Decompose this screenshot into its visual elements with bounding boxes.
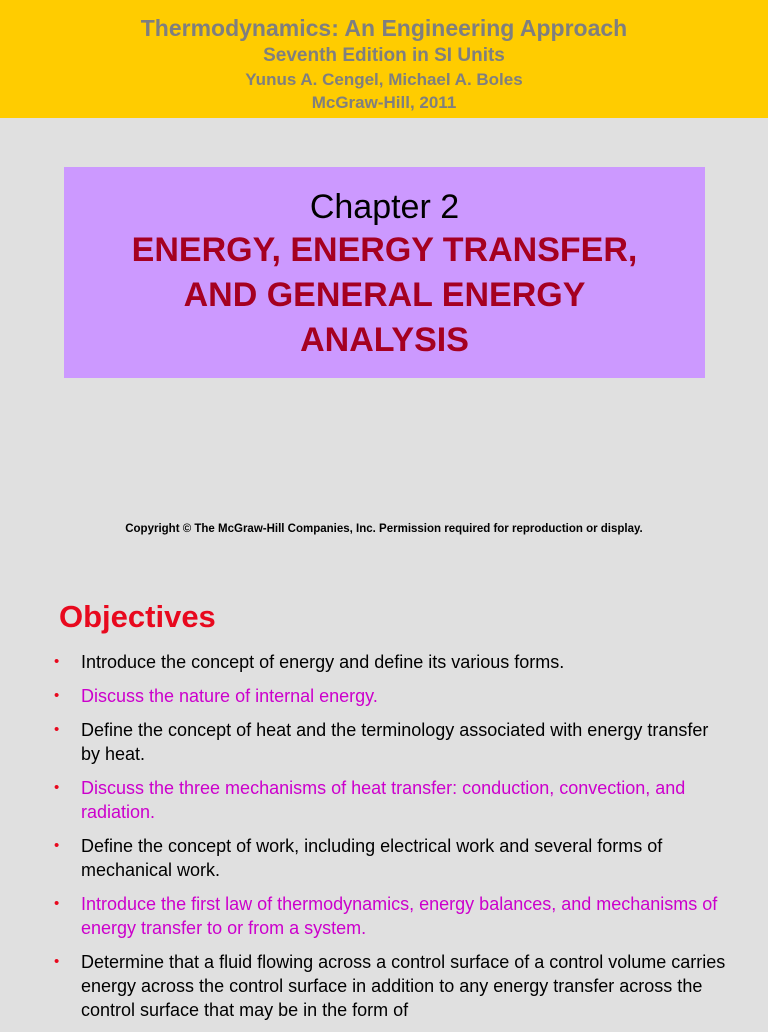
bullet-icon: • xyxy=(54,687,60,704)
bullet-icon: • xyxy=(54,721,60,738)
objectives-list xyxy=(50,650,730,1032)
chapter-title-line-3: ANALYSIS xyxy=(300,321,469,359)
objectives-heading: Objectives xyxy=(59,599,216,634)
objective-item xyxy=(50,892,730,940)
chapter-title xyxy=(64,228,705,363)
objective-item xyxy=(50,834,730,882)
bullet-icon: • xyxy=(54,779,60,796)
objective-item xyxy=(50,684,730,708)
book-authors: Yunus A. Cengel, Michael A. Boles xyxy=(245,70,523,89)
objective-text: Define the concept of work, including electrical work and several forms of mechanical work. xyxy=(81,836,663,880)
bullet-icon: • xyxy=(54,953,60,970)
objective-item xyxy=(50,718,730,766)
chapter-number: Chapter 2 xyxy=(309,188,460,226)
copyright-notice: Copyright © The McGraw-Hill Companies, Inc. Permission required for reproduction or display. xyxy=(125,523,643,535)
bullet-icon: • xyxy=(54,837,60,854)
objective-text: Discuss the three mechanisms of heat transfer: conduction, convection, and radiation. xyxy=(81,778,686,822)
objective-text: Define the concept of heat and the terminology associated with energy transfer by heat. xyxy=(81,720,709,764)
chapter-title-box xyxy=(64,167,705,378)
bullet-icon: • xyxy=(54,653,60,670)
chapter-title-line-2: AND GENERAL ENERGY xyxy=(183,276,586,314)
objective-item xyxy=(50,650,730,674)
objective-item xyxy=(50,776,730,824)
objective-text: Discuss the nature of internal energy. xyxy=(81,686,378,706)
bullet-icon: • xyxy=(54,895,60,912)
objective-text: Introduce the concept of energy and define its various forms. xyxy=(81,652,565,672)
book-header xyxy=(0,0,768,118)
objective-item xyxy=(50,950,730,1022)
book-title: Thermodynamics: An Engineering Approach xyxy=(140,15,628,41)
chapter-title-line-1: ENERGY, ENERGY TRANSFER, xyxy=(131,231,638,269)
book-publisher: McGraw-Hill, 2011 xyxy=(311,93,457,112)
book-edition: Seventh Edition in SI Units xyxy=(263,45,505,66)
objective-text: Determine that a fluid flowing across a control surface of a control volume carries energy across the control surface in addition to any energy transfer across the control surface that may be in the form of xyxy=(81,952,726,1020)
objective-text: Introduce the first law of thermodynamics, energy balances, and mechanisms of energy transfer to or from a system. xyxy=(81,894,718,938)
